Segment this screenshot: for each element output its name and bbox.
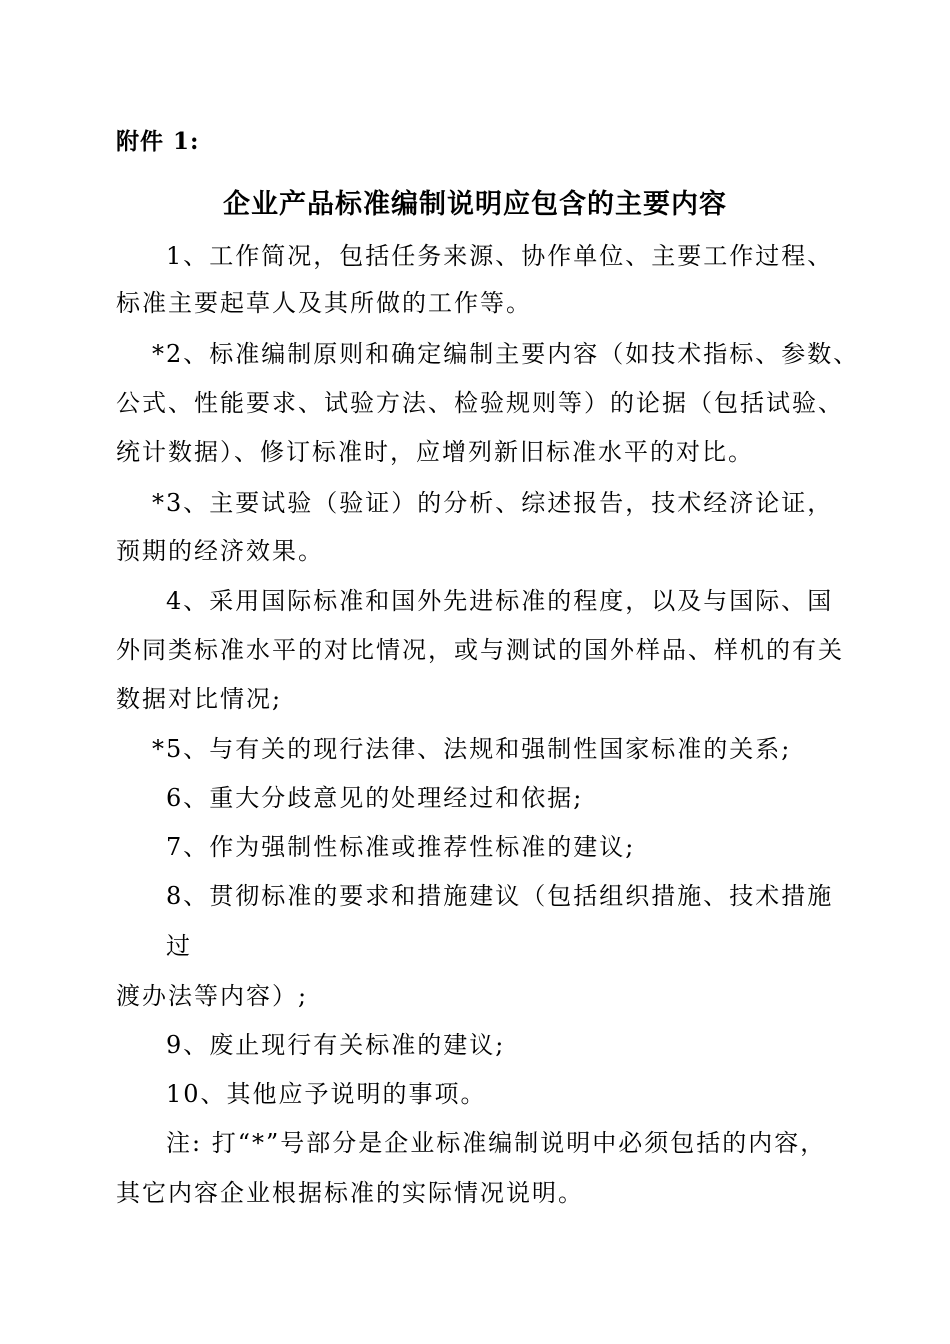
item-3-line-2: 预期的经济效果。 (116, 537, 324, 565)
item-6-line-1: 6、重大分歧意见的处理经过和依据; (166, 784, 584, 812)
item-10-line-1: 10、其他应予说明的事项。 (166, 1080, 487, 1108)
item-5-line-1: *5、与有关的现行法律、法规和强制性国家标准的关系; (152, 735, 792, 763)
item-8-line-1: 8、贯彻标准的要求和措施建议（包括组织措施、技术措施 (166, 882, 834, 910)
item-1-line-2: 标准主要起草人及其所做的工作等。 (116, 289, 532, 317)
item-9-line-1: 9、废止现行有关标准的建议; (166, 1031, 506, 1059)
item-4-line-2: 外同类标准水平的对比情况，或与测试的国外样品、样机的有关 (116, 636, 844, 664)
item-8-line-2: 过 (166, 932, 192, 960)
note-line-2: 其它内容企业根据标准的实际情况说明。 (116, 1179, 584, 1207)
item-1-line-1: 1、工作简况，包括任务来源、协作单位、主要工作过程、 (166, 242, 834, 270)
item-8-line-3: 渡办法等内容）; (116, 982, 309, 1010)
note-line-1: 注: 打“*”号部分是企业标准编制说明中必须包括的内容， (166, 1129, 827, 1157)
item-2-line-3: 统计数据）、修订标准时，应增列新旧标准水平的对比。 (116, 438, 754, 466)
item-2-line-1: *2、标准编制原则和确定编制主要内容（如技术指标、参数、 (152, 340, 860, 368)
item-4-line-1: 4、采用国际标准和国外先进标准的程度，以及与国际、国 (166, 587, 834, 615)
item-3-line-1: *3、主要试验（验证）的分析、综述报告，技术经济论证， (152, 489, 834, 517)
item-2-line-2: 公式、性能要求、试验方法、检验规则等）的论据（包括试验、 (116, 389, 844, 417)
item-7-line-1: 7、作为强制性标准或推荐性标准的建议; (166, 833, 636, 861)
attachment-label: 附件 1: (116, 128, 200, 155)
item-4-line-3: 数据对比情况; (116, 685, 283, 713)
document-title: 企业产品标准编制说明应包含的主要内容 (223, 189, 727, 220)
